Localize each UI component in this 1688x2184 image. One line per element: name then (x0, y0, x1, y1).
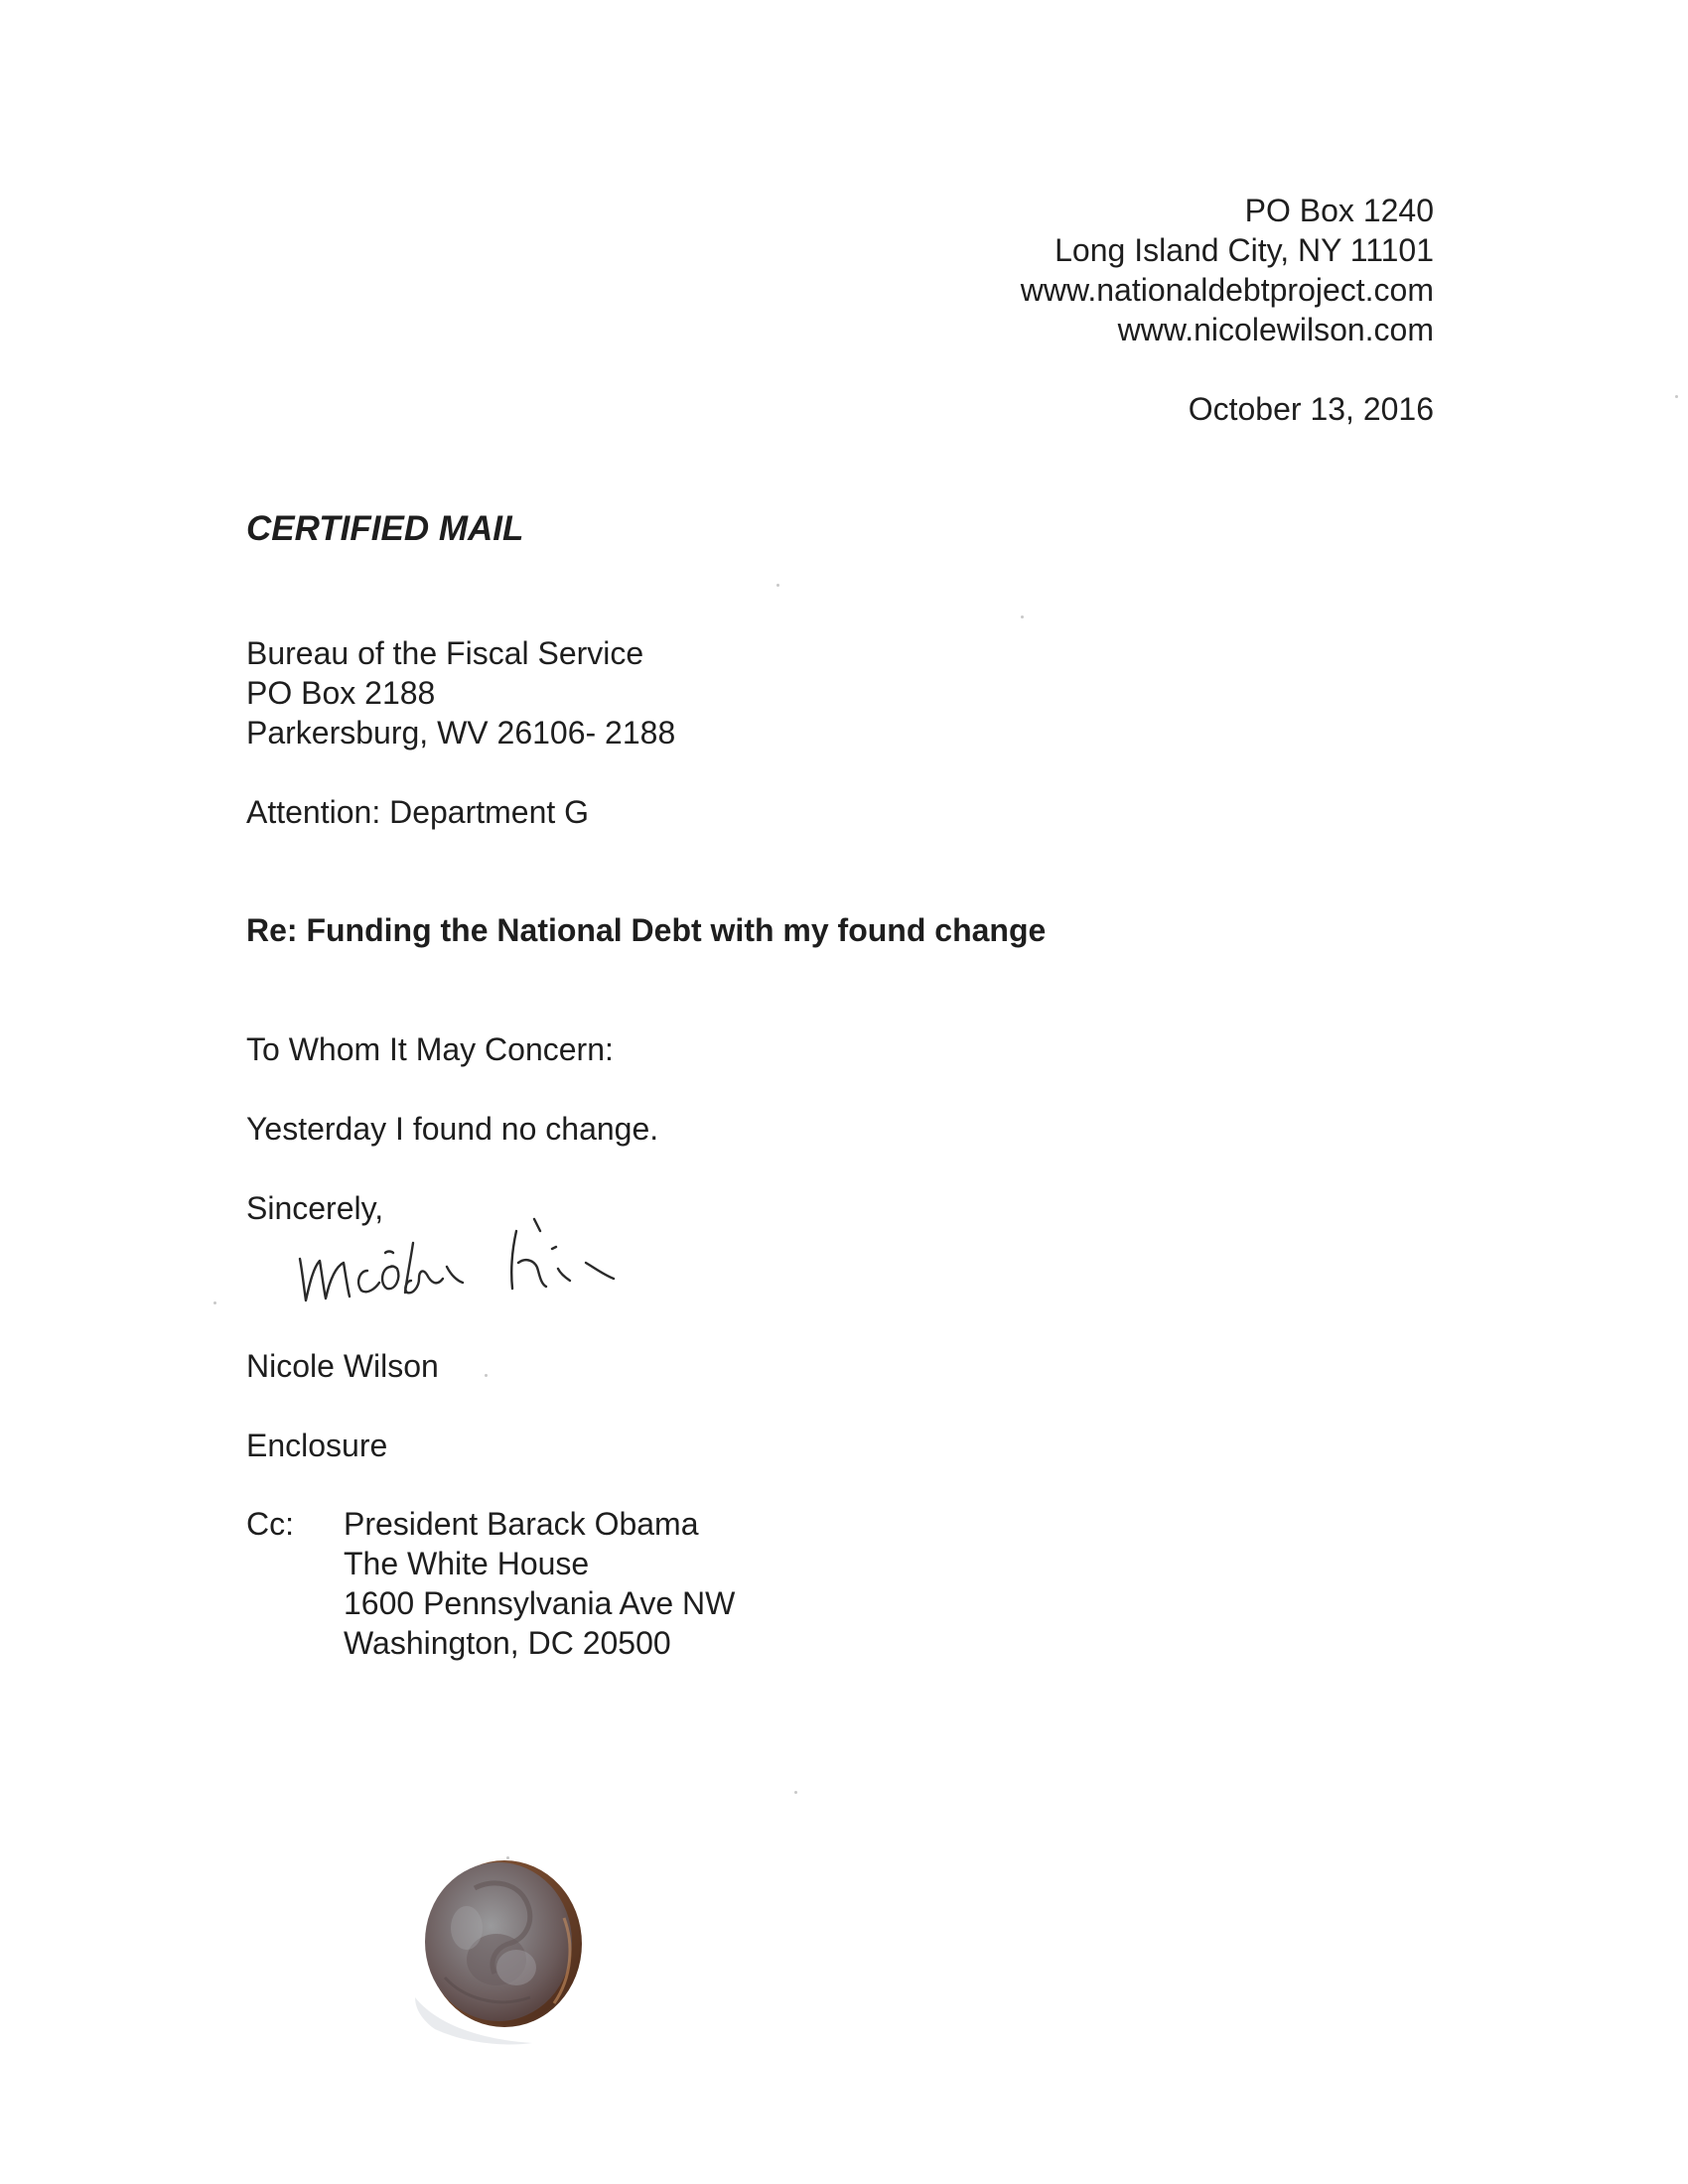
scan-speck (485, 1374, 488, 1377)
sender-address-block (1021, 191, 1434, 349)
cc-address-line1: The White House (344, 1546, 590, 1581)
scan-speck (1021, 615, 1024, 618)
attention-line: Attention: Department G (246, 794, 590, 830)
recipient-address-block (246, 633, 675, 752)
sender-website-2: www.nicolewilson.com (1117, 312, 1434, 347)
scan-speck (794, 1791, 797, 1794)
signature-image (288, 1209, 665, 1318)
scan-speck (776, 584, 779, 587)
delivery-method: CERTIFIED MAIL (246, 509, 524, 548)
subject-line: Re: Funding the National Debt with my found change (246, 912, 1047, 948)
cc-address-line2: 1600 Pennsylvania Ave NW (344, 1585, 736, 1621)
cc-label: Cc: (246, 1506, 294, 1542)
letter-date: October 13, 2016 (1188, 391, 1434, 427)
recipient-name: Bureau of the Fiscal Service (246, 635, 644, 671)
recipient-address-line1: PO Box 2188 (246, 675, 436, 711)
signer-name: Nicole Wilson (246, 1348, 439, 1384)
enclosure-note: Enclosure (246, 1428, 388, 1463)
scan-speck (213, 1301, 216, 1304)
sender-address-line2: Long Island City, NY 11101 (1055, 232, 1434, 268)
sender-address-line1: PO Box 1240 (1244, 193, 1434, 228)
scan-speck (1675, 395, 1678, 398)
penny-coin-image (405, 1848, 594, 2047)
letter-body: Yesterday I found no change. (246, 1111, 659, 1147)
sender-website-1: www.nationaldebtproject.com (1020, 272, 1434, 308)
cc-address-block (344, 1504, 735, 1663)
cc-address-line3: Washington, DC 20500 (344, 1625, 671, 1661)
recipient-address-line2: Parkersburg, WV 26106- 2188 (246, 715, 676, 751)
scan-speck (506, 1856, 509, 1859)
salutation: To Whom It May Concern: (246, 1031, 614, 1067)
cc-name: President Barack Obama (344, 1506, 699, 1542)
closing: Sincerely, (246, 1190, 384, 1226)
